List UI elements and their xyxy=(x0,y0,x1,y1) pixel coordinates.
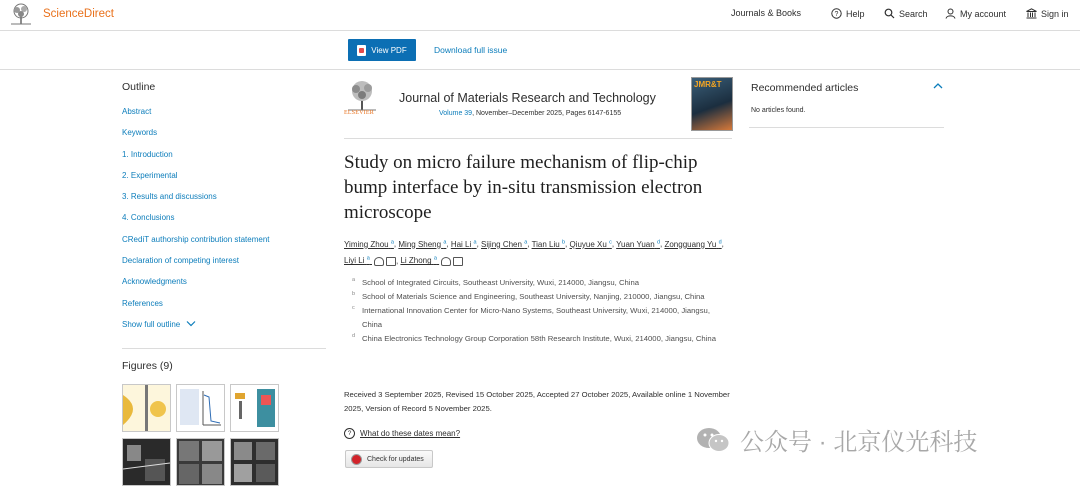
figure-3-image xyxy=(231,385,278,431)
outline-item-competing-interest[interactable]: Declaration of competing interest xyxy=(122,256,239,266)
author-affiliation-marker: d xyxy=(656,239,660,245)
outline-item-results[interactable]: 3. Results and discussions xyxy=(122,192,217,202)
author-name: Sijing Chen xyxy=(481,239,522,249)
outline-item-credit[interactable]: CRediT authorship contribution statement xyxy=(122,234,270,244)
figure-4-image xyxy=(123,439,170,485)
author-name: Hai Li xyxy=(450,239,472,249)
outline-item-conclusions[interactable]: 4. Conclusions xyxy=(122,213,175,223)
person-icon xyxy=(441,257,451,266)
email-icon xyxy=(453,257,463,266)
figure-thumbnail[interactable] xyxy=(230,438,279,486)
figure-thumbnail[interactable] xyxy=(176,438,225,486)
figure-thumbnail[interactable] xyxy=(122,384,171,432)
volume-link[interactable]: Volume 39 xyxy=(439,110,473,117)
what-dates-label: What do these dates mean? xyxy=(360,429,461,438)
nav-label: Help xyxy=(846,8,865,19)
no-articles-message: No articles found. xyxy=(751,107,806,114)
outline-item-abstract[interactable]: Abstract xyxy=(122,107,152,116)
affiliation-item xyxy=(352,276,722,290)
author-name: Li Zhong xyxy=(400,256,432,266)
author-affiliation-marker: c xyxy=(609,239,612,245)
nav-label: Search xyxy=(899,8,928,19)
outline-item-references[interactable]: References xyxy=(122,298,163,308)
author-link[interactable] xyxy=(451,240,477,249)
article-toolbar xyxy=(0,31,1080,70)
author-name: Qiuyue Xu xyxy=(569,239,607,249)
cover-title: JMR&T xyxy=(694,80,722,89)
affiliation-text: International Innovation Center for Micro-Nano Systems, Southeast University, Wuxi, 214000, Jiangsu, China xyxy=(362,306,710,329)
article-history-dates: Received 3 September 2025, Revised 15 October 2025, Accepted 27 October 2025, Available online 1 November 2025, Version of Record 5 November 2025. xyxy=(344,390,730,413)
nav-label: My account xyxy=(960,8,1007,19)
author-link[interactable] xyxy=(344,240,394,249)
author-affiliation-marker: a xyxy=(433,255,437,262)
wechat-watermark xyxy=(696,422,977,457)
author-name: Tian Liu xyxy=(531,239,560,249)
affiliation-item xyxy=(352,304,722,332)
journal-volume-info xyxy=(439,110,621,117)
author-name: Yiming Zhou xyxy=(344,239,389,249)
figure-6-image xyxy=(231,439,278,485)
figure-2-image xyxy=(177,385,224,431)
view-pdf-label: View PDF xyxy=(371,45,407,55)
author-link[interactable] xyxy=(344,256,396,265)
nav-my-account[interactable] xyxy=(945,8,1006,19)
search-icon xyxy=(884,8,895,19)
help-icon xyxy=(831,8,842,19)
nav-sign-in[interactable] xyxy=(1026,8,1069,19)
affiliation-marker: d xyxy=(352,333,356,339)
author-link[interactable] xyxy=(481,240,527,249)
chevron-down-icon xyxy=(186,320,196,327)
figure-thumbnail[interactable] xyxy=(122,438,171,486)
author-affiliation-marker: a xyxy=(473,239,477,245)
svg-text:?: ? xyxy=(834,11,839,18)
affiliation-marker: b xyxy=(352,291,356,297)
outline-item-keywords[interactable]: Keywords xyxy=(122,128,158,138)
author-link[interactable] xyxy=(616,240,660,249)
outline-item-introduction[interactable]: 1. Introduction xyxy=(122,149,173,159)
figure-1-image xyxy=(123,385,170,431)
outline-heading: Outline xyxy=(122,81,156,93)
affiliation-marker: a xyxy=(352,277,356,283)
author-affiliation-marker: d xyxy=(718,239,722,245)
recommended-divider xyxy=(749,127,944,128)
check-for-updates-button[interactable] xyxy=(345,450,433,468)
journal-cover-image[interactable] xyxy=(691,77,733,131)
author-affiliation-marker: a xyxy=(366,255,370,262)
nav-journals-books[interactable] xyxy=(731,8,801,18)
outline-divider xyxy=(122,348,326,349)
check-updates-label: Check for updates xyxy=(367,455,424,463)
chevron-up-icon[interactable] xyxy=(933,82,943,90)
watermark-text: 公众号 · 北京仪光科技 xyxy=(740,429,978,456)
author-name: Ming Sheng xyxy=(398,239,442,249)
author-link[interactable] xyxy=(664,240,721,249)
institution-icon xyxy=(1026,8,1037,19)
author-affiliation-marker: b xyxy=(561,239,566,245)
volume-details: , November–December 2025, Pages 6147-6155 xyxy=(472,110,622,117)
download-full-issue-link[interactable]: Download full issue xyxy=(434,45,508,55)
author-link[interactable] xyxy=(532,240,565,249)
author-affiliation-marker: a xyxy=(390,239,394,245)
author-affiliation-marker: a xyxy=(443,239,447,245)
outline-item-acknowledgments[interactable]: Acknowledgments xyxy=(122,277,187,287)
author-name: Liyi Li xyxy=(344,256,365,266)
header-divider xyxy=(344,138,732,139)
person-icon xyxy=(945,8,956,19)
crossmark-icon xyxy=(351,454,362,465)
affiliation-marker: c xyxy=(352,305,355,311)
affiliation-list xyxy=(352,276,722,346)
nav-help[interactable] xyxy=(831,8,865,19)
figure-5-image xyxy=(177,439,224,485)
affiliation-item xyxy=(352,290,722,304)
sciencedirect-brand[interactable]: ScienceDirect xyxy=(43,8,114,20)
what-dates-link[interactable] xyxy=(344,428,460,439)
author-name: Yuan Yuan xyxy=(616,239,655,249)
author-list: Yiming Zhou $^a$, Ming Sheng $^a$, Hai Li $^a$, Sijing Chen $^a$, Tian Liu $^b$, Qiuyue Xu $^c$, Yuan Yuan $^d$, Zongguang Yu $^d$, Liyi Li $^a$ , Li Zhong $^a$ xyxy=(344,239,724,266)
figures-heading: Figures (9) xyxy=(122,360,173,372)
top-navigation-bar xyxy=(0,0,1080,31)
outline-item-experimental[interactable]: 2. Experimental xyxy=(122,170,178,180)
nav-label: Sign in xyxy=(1041,8,1069,19)
show-full-outline-label: Show full outline xyxy=(122,319,181,329)
author-name: Zongguang Yu xyxy=(664,239,717,249)
affiliation-text: China Electronics Technology Group Corporation 58th Research Institute, Wuxi, 214000, Jiangsu, China xyxy=(362,334,716,343)
affiliation-text: School of Integrated Circuits, Southeast University, Wuxi, 214000, Jiangsu, China xyxy=(362,278,640,287)
nav-label: Journals & Books xyxy=(731,8,802,18)
wechat-icon xyxy=(696,427,730,453)
figure-thumbnail[interactable] xyxy=(230,384,279,432)
author-link[interactable] xyxy=(569,240,611,249)
question-icon: ? xyxy=(344,428,355,439)
article-title: Study on micro failure mechanism of flip-chip bump interface by in-situ transmission electron microscope xyxy=(344,152,703,223)
figure-thumbnail[interactable] xyxy=(176,384,225,432)
affiliation-text: School of Materials Science and Engineering, Southeast University, Nanjing, 210000, Jiangsu, China xyxy=(362,292,705,301)
affiliation-item xyxy=(352,332,722,346)
show-full-outline-button[interactable] xyxy=(122,320,270,341)
author-link[interactable] xyxy=(398,240,446,249)
pdf-icon xyxy=(357,45,366,56)
author-link[interactable] xyxy=(400,256,463,265)
publisher-name: ELSEVIER xyxy=(344,110,374,116)
view-pdf-button[interactable] xyxy=(348,39,416,61)
elsevier-tree-logo-icon[interactable] xyxy=(8,2,34,26)
outline-list xyxy=(122,107,270,341)
journal-title-link[interactable]: Journal of Materials Research and Technology xyxy=(399,91,656,105)
nav-search[interactable] xyxy=(884,8,928,19)
person-icon xyxy=(374,257,384,266)
author-affiliation-marker: a xyxy=(524,239,528,245)
recommended-articles-heading: Recommended articles xyxy=(751,82,859,94)
email-icon xyxy=(386,257,396,266)
